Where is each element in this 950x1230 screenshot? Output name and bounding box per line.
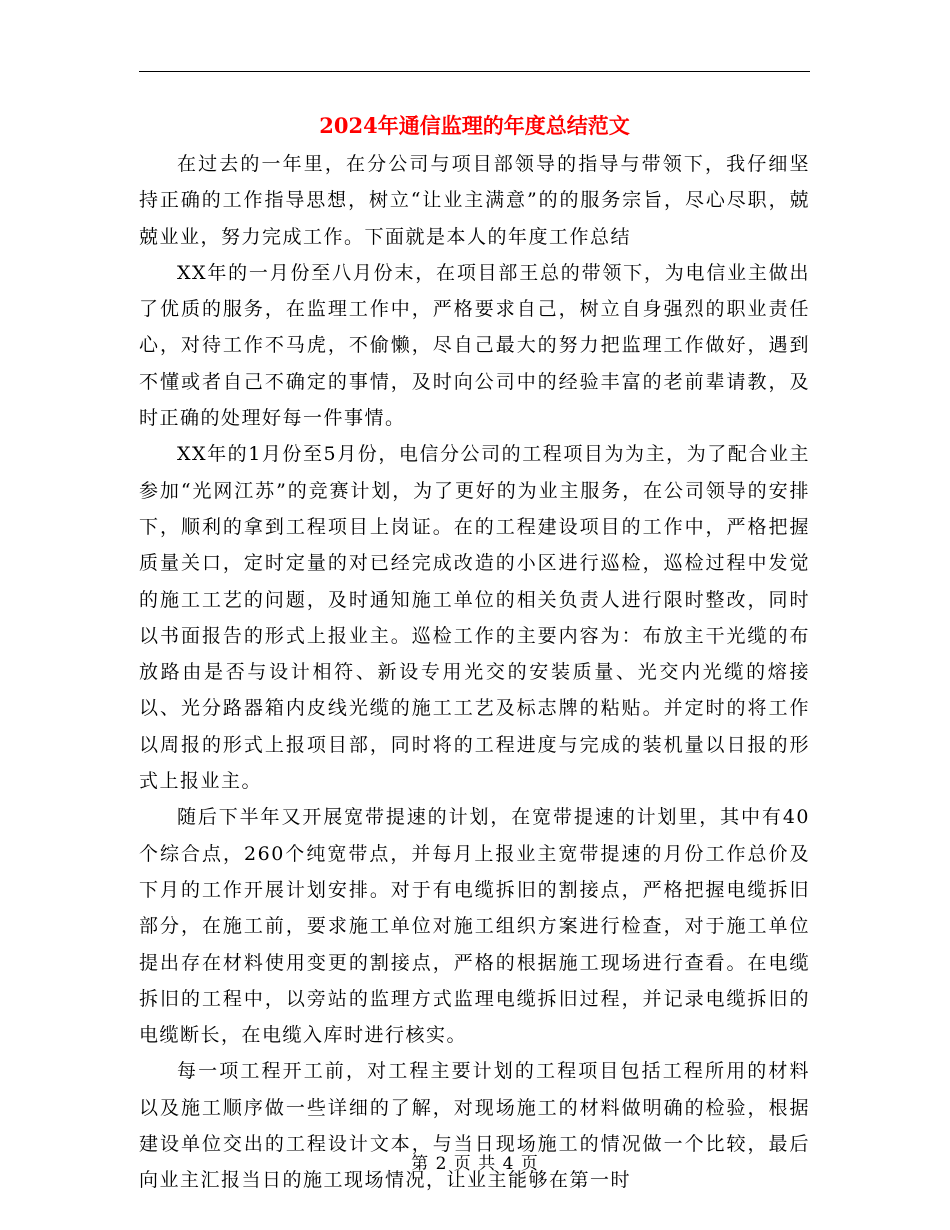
paragraph-jan-aug: XX年的一月份至八月份末，在项目部王总的带领下，为电信业主做出了优质的服务，在监理工作中，严格要求自己，树立自身强烈的职业责任心，对待工作不马虎，不偷懒，尽自己最大的努力把监理工作做好，遇到不懂或者自己不确定的事情，及时向公司中的经验丰富的老前辈请教，及时正确的处理好每一件事情。 (139, 261, 810, 430)
paragraph-preconstruction: 每一项工程开工前，对工程主要计划的工程项目包括工程所用的材料以及施工顺序做一些详细的了解，对现场施工的材料做明确的检验，根据建设单位交出的工程设计文本，与当日现场施工的情况做一个比较，最后向业主汇报当日的施工现场情况，让业主能够在第一时 (139, 1060, 810, 1192)
page-number-footer: 第 2 页 共 4 页 (411, 1154, 539, 1174)
paragraph-intro: 在过去的一年里，在分公司与项目部领导的指导与带领下，我仔细坚持正确的工作指导思想，树立“让业主满意”的的服务宗旨，尽心尽职，兢兢业业，努力完成工作。下面就是本人的年度工作总结 (139, 153, 810, 248)
document-body (139, 146, 810, 1199)
document-title: 2024年通信监理的年度总结范文 (319, 113, 630, 138)
paragraph-broadband: 随后下半年又开展宽带提速的计划，在宽带提速的计划里，其中有40个综合点，260个纯宽带点，并每月上报业主宽带提速的月份工作总价及下月的工作开展计划安排。对于有电缆拆旧的割接点，严格把握电缆拆旧部分，在施工前，要求施工单位对施工组织方案进行检查，对于施工单位提出存在材料使用变更的割接点，严格的根据施工现场进行查看。在电缆拆旧的工程中，以旁站的监理方式监理电缆拆旧过程，并记录电缆拆旧的电缆断长，在电缆入库时进行核实。 (139, 806, 810, 1047)
paragraph-jan-may: XX年的1月份至5月份，电信分公司的工程项目为为主，为了配合业主参加“光网江苏”的竞赛计划，为了更好的为业主服务，在公司领导的安排下，顺利的拿到工程项目上岗证。在的工程建设项目的工作中，严格把握质量关口，定时定量的对已经完成改造的小区进行巡检，巡检过程中发觉的施工工艺的问题，及时通知施工单位的相关负责人进行限时整改，同时以书面报告的形式上报业主。巡检工作的主要内容为：布放主干光缆的布放路由是否与设计相符、新设专用光交的安装质量、光交内光缆的熔接以、光分路器箱内皮线光缆的施工工艺及标志牌的粘贴。并定时的将工作以周报的形式上报项目部，同时将的工程进度与完成的装机量以日报的形式上报业主。 (139, 443, 810, 793)
header-rule (139, 71, 810, 72)
